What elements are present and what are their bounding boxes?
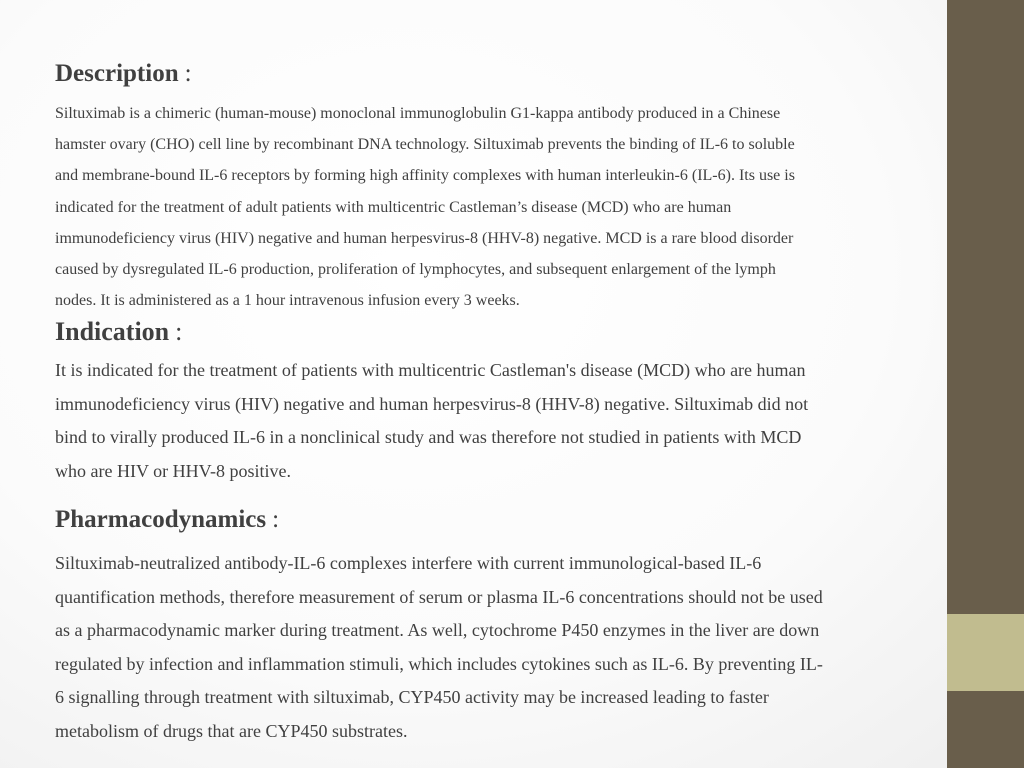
description-heading (55, 57, 192, 91)
indication-heading-colon: : (175, 317, 183, 346)
description-line: Siltuximab is a chimeric (human-mouse) monoclonal immunoglobulin G1-kappa antibody produced in a Chinese (55, 105, 781, 122)
decorative-sidebar-accent (947, 614, 1024, 691)
pharmacodynamics-heading-text: Pharmacodynamics (55, 506, 267, 533)
pharmacodynamics-line: 6 signalling through treatment with siltuximab, CYP450 activity may be increased leading to faster (55, 687, 769, 707)
indication-line: who are HIV or HHV-8 positive. (55, 460, 291, 481)
description-line: caused by dysregulated IL-6 production, proliferation of lymphocytes, and subsequent enlargement of the lymph (55, 261, 776, 279)
pharmacodynamics-line: metabolism of drugs that are CYP450 substrates. (55, 720, 408, 741)
description-line: and membrane-bound IL-6 receptors by forming high affinity complexes with human interleukin-6 (IL-6). Its use is (55, 167, 795, 185)
description-line: indicated for the treatment of adult patients with multicentric Castleman’s disease (MCD) who are human (55, 198, 732, 216)
description-heading-colon: : (184, 60, 192, 87)
pharmacodynamics-line: regulated by infection and inflammation stimuli, which includes cytokines such as IL-6. By preventing IL- (55, 653, 823, 674)
description-heading-text: Description (55, 60, 179, 87)
pharmacodynamics-line: quantification methods, therefore measurement of serum or plasma IL-6 concentrations should not be used (55, 586, 823, 607)
indication-line: It is indicated for the treatment of patients with multicentric Castleman's disease (MCD) who are human (55, 360, 806, 380)
description-line: immunodeficiency virus (HIV) negative and human herpesvirus-8 (HHV-8) negative. MCD is a rare blood disorder (55, 229, 794, 247)
pharmacodynamics-heading (55, 502, 279, 538)
indication-heading (55, 314, 182, 350)
indication-line: immunodeficiency virus (HIV) negative and human herpesvirus-8 (HHV-8) negative. Siltuximab did not (55, 393, 809, 414)
description-line: nodes. It is administered as a 1 hour intravenous infusion every 3 weeks. (55, 292, 520, 310)
description-paragraph (55, 98, 795, 316)
description-line: hamster ovary (CHO) cell line by recombinant DNA technology. Siltuximab prevents the binding of IL-6 to soluble (55, 136, 795, 154)
pharmacodynamics-heading-colon: : (272, 506, 280, 533)
pharmacodynamics-paragraph (55, 547, 823, 748)
indication-line: bind to virally produced IL-6 in a nonclinical study and was therefore not studied in patients with MCD (55, 427, 802, 447)
indication-paragraph (55, 354, 808, 488)
pharmacodynamics-line: as a pharmacodynamic marker during treatment. As well, cytochrome P450 enzymes in the liver are down (55, 620, 820, 640)
pharmacodynamics-line: Siltuximab-neutralized antibody-IL-6 complexes interfere with current immunological-based IL-6 (55, 553, 762, 573)
indication-heading-text: Indication (55, 317, 170, 346)
